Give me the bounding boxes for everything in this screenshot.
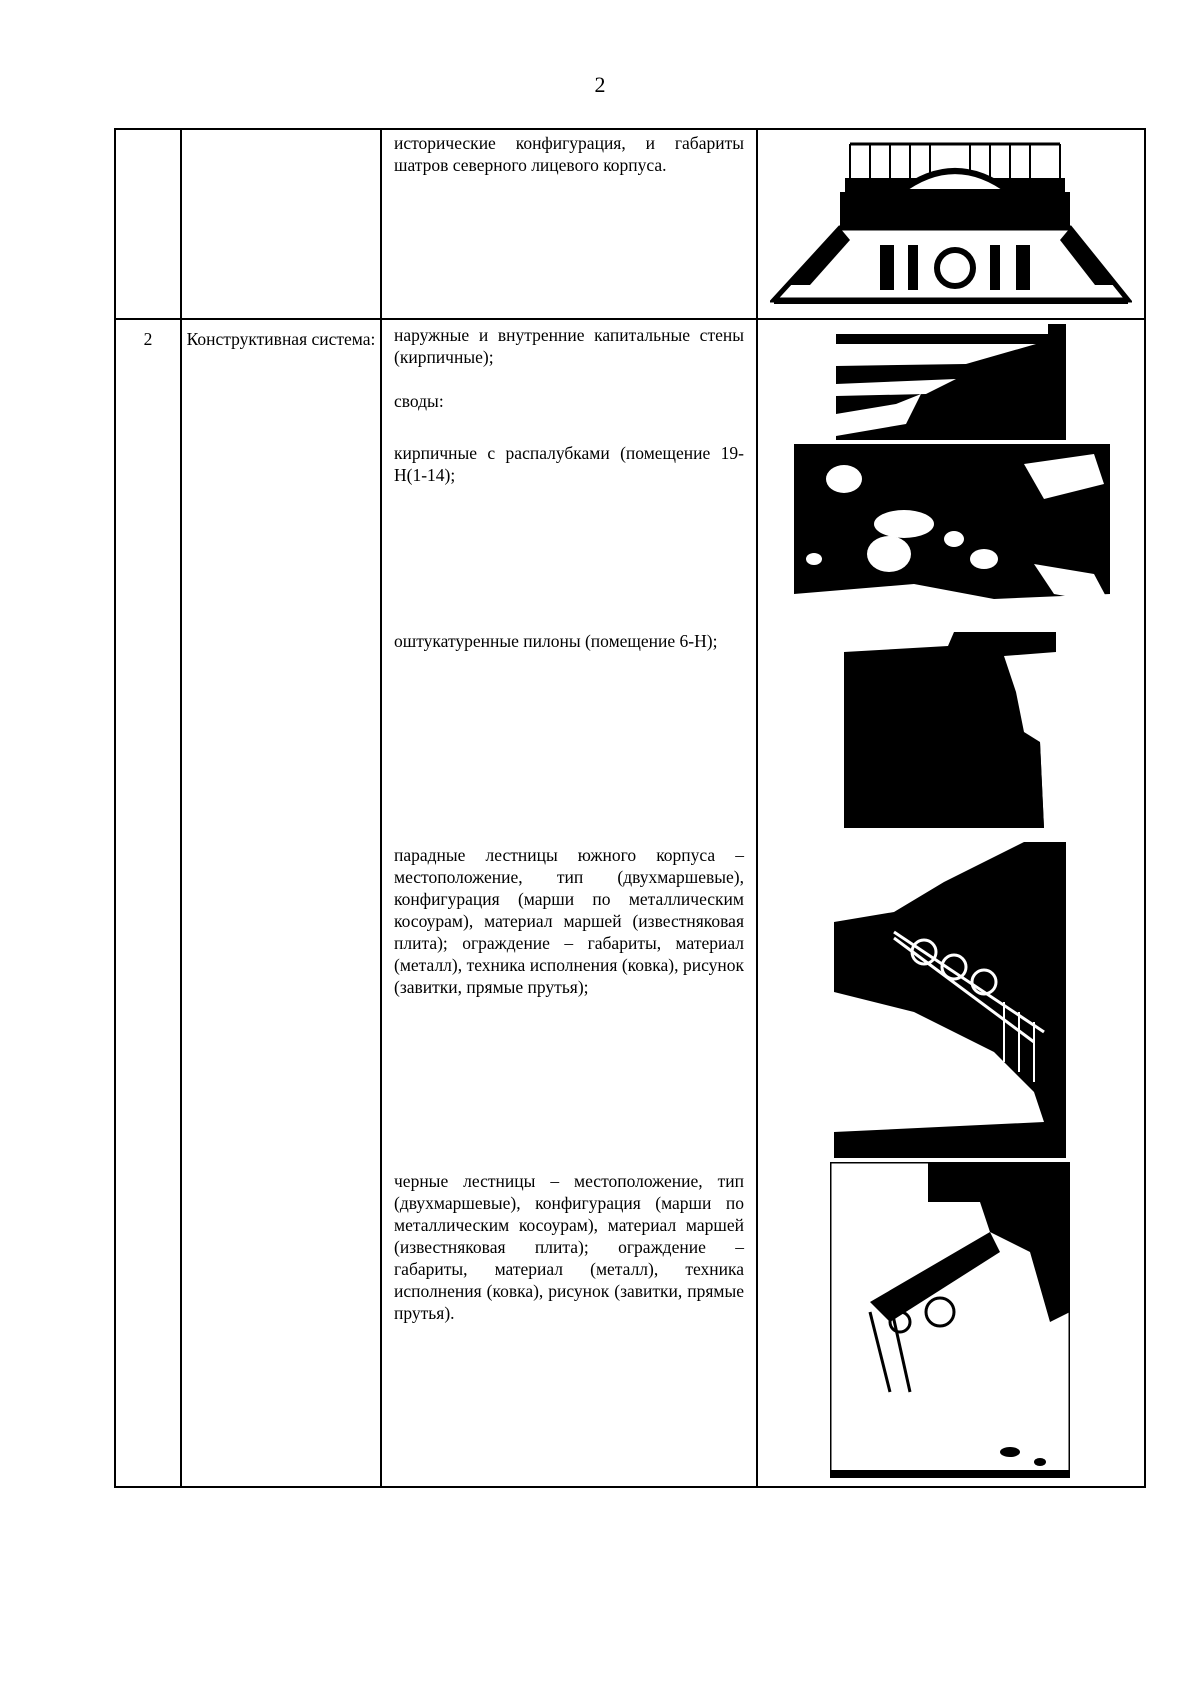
photo-pilons-room-6n: [844, 632, 1056, 828]
description-text: черные лестницы – местоположение, тип (двухмаршевые), конфигурация (марши по металлическим косоурам), материал маршей (известняковая плита); ограждение – габариты, материал (металл), техника исполнения (ковка), рисунок (завитки, прямые прутья).: [394, 1171, 744, 1323]
table-row: [115, 319, 1145, 1487]
photo-north-facade-tent: [770, 140, 1132, 308]
table-row: [115, 129, 1145, 319]
row-number-cell: [115, 319, 181, 1487]
description-cell: [381, 129, 757, 319]
row-number: 2: [143, 329, 153, 349]
row-number: [116, 134, 180, 138]
photo-cell: [757, 129, 1145, 319]
description-text: оштукатуренные пилоны (помещение 6-Н);: [394, 631, 718, 651]
page-number: 2: [594, 72, 606, 97]
subject-of-protection-table: [114, 128, 1146, 1488]
photo-vaults-room-19n: [794, 444, 1110, 612]
description-text: парадные лестницы южного корпуса – местоположение, тип (двухмаршевые), конфигурация (марши по металлическим косоурам), материал маршей (известняковая плита); ограждение – габариты, материал (металл), техника исполнения (ковка), рисунок (завитки, прямые прутья);: [394, 845, 744, 997]
photo-back-staircase: [830, 1162, 1070, 1478]
description-text: кирпичные с распалубками (помещение 19-Н(1-14);: [394, 443, 744, 485]
row-name: [182, 134, 380, 138]
row-name: Конструктивная система:: [186, 329, 376, 349]
photo-brick-walls: [836, 324, 1066, 440]
row-name-cell: [181, 319, 381, 1487]
photo-cell: [757, 319, 1145, 1487]
row-number-cell: [115, 129, 181, 319]
description-text: наружные и внутренние капитальные стены (кирпичные);: [394, 325, 744, 367]
description-text: своды:: [394, 391, 444, 411]
description-cell: [381, 319, 757, 1487]
description-text: исторические конфигурация, и габариты шатров северного лицевого корпуса.: [394, 133, 744, 175]
photo-front-staircase: [834, 842, 1066, 1158]
row-name-cell: [181, 129, 381, 319]
